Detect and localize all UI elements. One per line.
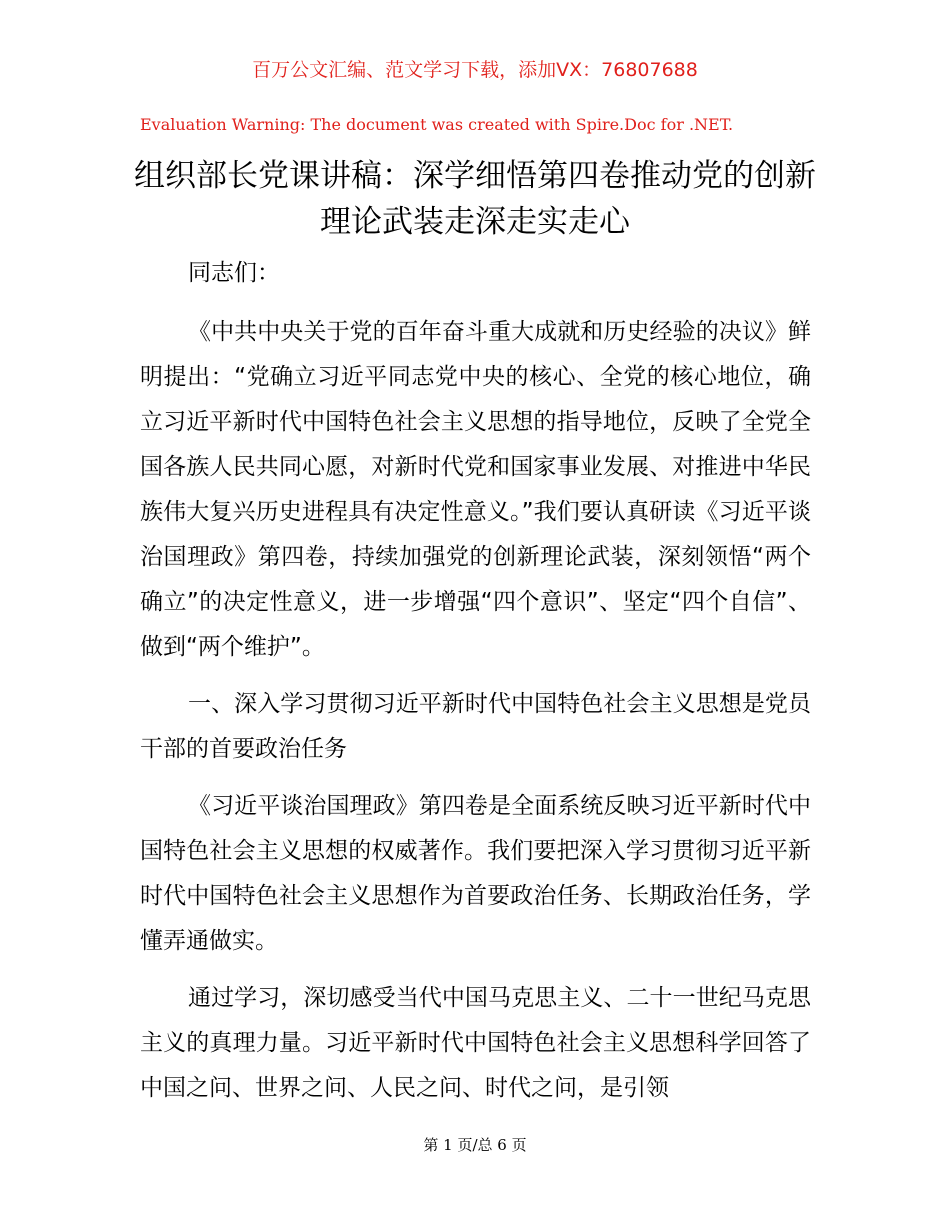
document-title: 组织部长党课讲稿：深学细悟第四卷推动党的创新理论武装走深走实走心	[134, 158, 816, 240]
page-number: 第 1 页/总 6 页	[423, 1136, 527, 1154]
header-banner: 百万公文汇编、范文学习下载，添加VX：76807688	[252, 59, 698, 81]
section-heading-one: 一、深入学习贯彻习近平新时代中国特色社会主义思想是党员干部的首要政治任务	[140, 691, 811, 762]
paragraph-greeting: 同志们：	[188, 260, 280, 286]
paragraph-intro: 《中共中央关于党的百年奋斗重大成就和历史经验的决议》鲜明提出：“党确立习近平同志党中央的核心、全党的核心地位，确立习近平新时代中国特色社会主义思想的指导地位，反映了全党全国各族人民共同心愿，对新时代党和国家事业发展、对推进中华民族伟大复兴历史进程具有决定性意义。”我们要认真研读《习近平谈治国理政》第四卷，持续加强党的创新理论武装，深刻领悟“两个确立”的决定性意义，进一步增强“四个意识”、坚定“四个自信”、做到“两个维护”。	[140, 319, 811, 660]
paragraph-volume-four: 《习近平谈治国理政》第四卷是全面系统反映习近平新时代中国特色社会主义思想的权威著作。我们要把深入学习贯彻习近平新时代中国特色社会主义思想作为首要政治任务、长期政治任务，学懂弄通做实。	[140, 793, 811, 954]
evaluation-warning: Evaluation Warning: The document was created with Spire.Doc for .NET.	[140, 115, 734, 134]
document-body	[140, 251, 811, 1123]
paragraph-study: 通过学习，深切感受当代中国马克思主义、二十一世纪马克思主义的真理力量。习近平新时代中国特色社会主义思想科学回答了中国之问、世界之问、人民之问、时代之问，是引领	[140, 985, 811, 1101]
